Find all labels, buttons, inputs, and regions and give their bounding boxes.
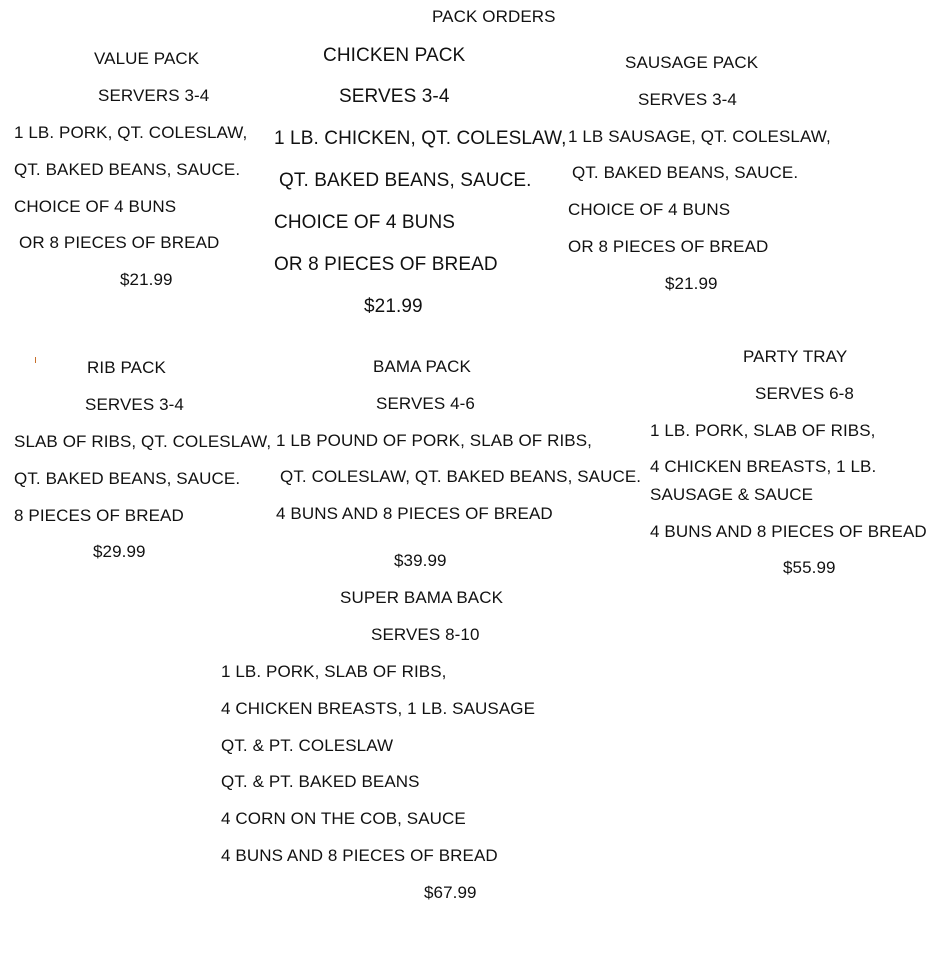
super-bama-pack-line: 4 BUNS AND 8 PIECES OF BREAD — [221, 846, 498, 865]
super-bama-pack-line: QT. & PT. BAKED BEANS — [221, 772, 420, 791]
chicken-pack-name: CHICKEN PACK — [323, 45, 466, 66]
rib-pack-price: $29.99 — [93, 542, 146, 561]
bama-pack-line: 4 BUNS AND 8 PIECES OF BREAD — [276, 504, 553, 523]
party-tray-line: SAUSAGE & SAUCE — [650, 485, 814, 504]
bama-pack-line: 1 LB POUND OF PORK, SLAB OF RIBS, — [276, 431, 592, 450]
party-tray-price: $55.99 — [783, 558, 836, 577]
chicken-pack-line: 1 LB. CHICKEN, QT. COLESLAW, — [274, 128, 567, 149]
bama-pack-price: $39.99 — [394, 551, 447, 570]
chicken-pack-serves: SERVES 3-4 — [339, 86, 450, 107]
rib-pack-line: 8 PIECES OF BREAD — [14, 506, 184, 525]
rib-pack-serves: SERVES 3-4 — [85, 395, 184, 414]
page-title: PACK ORDERS — [432, 7, 556, 26]
rib-pack-line: SLAB OF RIBS, QT. COLESLAW, — [14, 432, 272, 451]
super-bama-pack-line: QT. & PT. COLESLAW — [221, 736, 394, 755]
sausage-pack-line: CHOICE OF 4 BUNS — [568, 200, 731, 219]
bama-pack-name: BAMA PACK — [373, 357, 471, 376]
chicken-pack-line: QT. BAKED BEANS, SAUCE. — [279, 170, 532, 191]
value-pack-name: VALUE PACK — [94, 49, 200, 68]
value-pack-line: CHOICE OF 4 BUNS — [14, 197, 177, 216]
sausage-pack-line: 1 LB SAUSAGE, QT. COLESLAW, — [568, 127, 831, 146]
bama-pack-line: QT. COLESLAW, QT. BAKED BEANS, SAUCE. — [280, 467, 642, 486]
sausage-pack-line: OR 8 PIECES OF BREAD — [568, 237, 769, 256]
rib-pack-line: QT. BAKED BEANS, SAUCE. — [14, 469, 241, 488]
stray-mark — [35, 357, 36, 363]
value-pack-line: OR 8 PIECES OF BREAD — [19, 233, 220, 252]
party-tray-line: 1 LB. PORK, SLAB OF RIBS, — [650, 421, 876, 440]
value-pack-line: QT. BAKED BEANS, SAUCE. — [14, 160, 241, 179]
value-pack-line: 1 LB. PORK, QT. COLESLAW, — [14, 123, 248, 142]
sausage-pack-price: $21.99 — [665, 274, 718, 293]
party-tray-line: 4 BUNS AND 8 PIECES OF BREAD — [650, 522, 927, 541]
party-tray-line: 4 CHICKEN BREASTS, 1 LB. — [650, 457, 877, 476]
rib-pack-name: RIB PACK — [87, 358, 166, 377]
party-tray-serves: SERVES 6-8 — [755, 384, 854, 403]
sausage-pack-line: QT. BAKED BEANS, SAUCE. — [572, 163, 799, 182]
party-tray-name: PARTY TRAY — [743, 347, 848, 366]
chicken-pack-line: OR 8 PIECES OF BREAD — [274, 254, 498, 275]
super-bama-pack-name: SUPER BAMA BACK — [340, 588, 504, 607]
sausage-pack-serves: SERVES 3-4 — [638, 90, 737, 109]
super-bama-pack-serves: SERVES 8-10 — [371, 625, 480, 644]
bama-pack-serves: SERVES 4-6 — [376, 394, 475, 413]
value-pack-price: $21.99 — [120, 270, 173, 289]
chicken-pack-price: $21.99 — [364, 296, 423, 317]
super-bama-pack-line: 4 CHICKEN BREASTS, 1 LB. SAUSAGE — [221, 699, 536, 718]
super-bama-pack-line: 1 LB. PORK, SLAB OF RIBS, — [221, 662, 447, 681]
chicken-pack-line: CHOICE OF 4 BUNS — [274, 212, 456, 233]
sausage-pack-name: SAUSAGE PACK — [625, 53, 759, 72]
super-bama-pack-line: 4 CORN ON THE COB, SAUCE — [221, 809, 466, 828]
super-bama-pack-price: $67.99 — [424, 883, 477, 902]
value-pack-serves: SERVERS 3-4 — [98, 86, 210, 105]
